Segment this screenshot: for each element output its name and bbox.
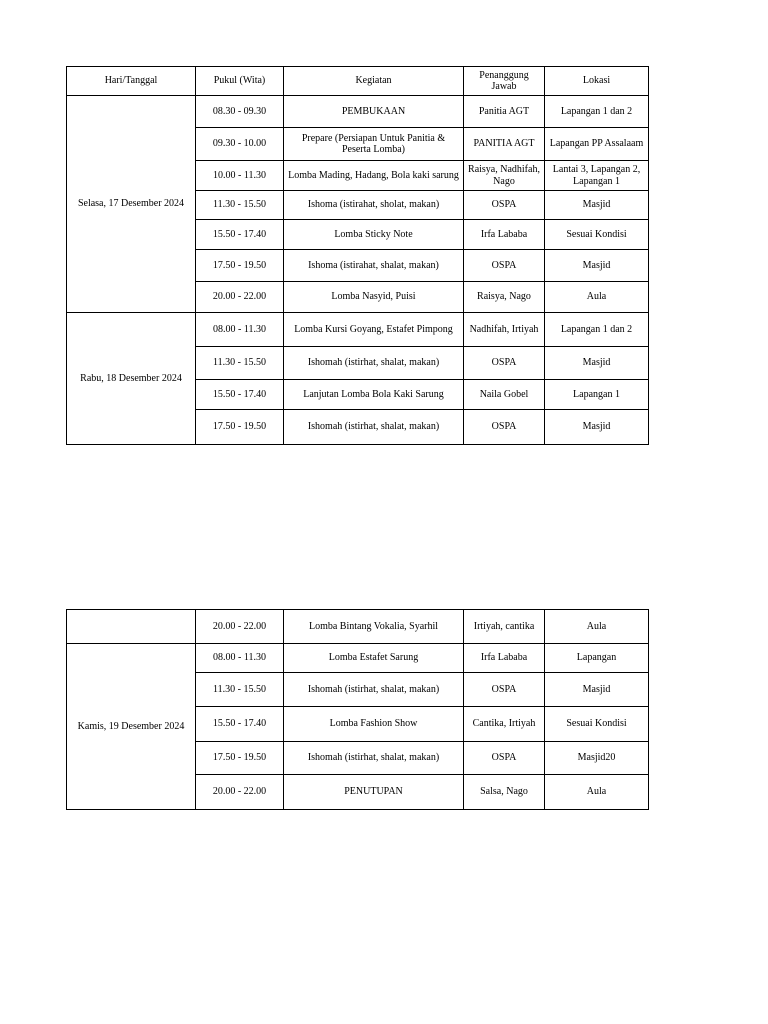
activity-cell: Lomba Sticky Note (284, 220, 464, 250)
location-cell: Masjid (545, 250, 649, 282)
location-cell: Lapangan 1 (545, 380, 649, 410)
activity-cell: Ishomah (istirhat, shalat, makan) (284, 673, 464, 707)
location-cell: Masjid (545, 673, 649, 707)
time-cell: 11.30 - 15.50 (196, 673, 284, 707)
pic-cell: OSPA (464, 742, 545, 775)
location-cell: Lantai 3, Lapangan 2, Lapangan 1 (545, 161, 649, 191)
pic-cell: Cantika, Irtiyah (464, 707, 545, 742)
activity-cell: Ishoma (istirahat, sholat, makan) (284, 191, 464, 220)
time-cell: 17.50 - 19.50 (196, 250, 284, 282)
location-cell: Sesuai Kondisi (545, 220, 649, 250)
activity-cell: Prepare (Persiapan Untuk Panitia & Peserta Lomba) (284, 128, 464, 161)
location-cell: Masjid (545, 347, 649, 380)
pic-cell: OSPA (464, 410, 545, 445)
location-cell: Lapangan (545, 644, 649, 673)
day-cell: Kamis, 19 Desember 2024 (67, 644, 196, 810)
location-cell: Masjid (545, 410, 649, 445)
time-cell: 15.50 - 17.40 (196, 707, 284, 742)
location-cell: Masjid (545, 191, 649, 220)
header-activity: Kegiatan (284, 67, 464, 96)
header-day: Hari/Tanggal (67, 67, 196, 96)
time-cell: 09.30 - 10.00 (196, 128, 284, 161)
time-cell: 10.00 - 11.30 (196, 161, 284, 191)
day-cell: Selasa, 17 Desember 2024 (67, 96, 196, 313)
activity-cell: Ishomah (istirhat, shalat, makan) (284, 347, 464, 380)
time-cell: 20.00 - 22.00 (196, 282, 284, 313)
table-row (67, 644, 649, 673)
day-cell (67, 610, 196, 644)
header-row (67, 67, 649, 96)
location-cell: Lapangan PP Assalaam (545, 128, 649, 161)
pic-cell: Panitia AGT (464, 96, 545, 128)
pic-cell: PANITIA AGT (464, 128, 545, 161)
activity-cell: Ishomah (istirhat, shalat, makan) (284, 410, 464, 445)
time-cell: 15.50 - 17.40 (196, 220, 284, 250)
pic-cell: Irtiyah, cantika (464, 610, 545, 644)
pic-cell: OSPA (464, 673, 545, 707)
pic-cell: Naila Gobel (464, 380, 545, 410)
time-cell: 08.30 - 09.30 (196, 96, 284, 128)
time-cell: 11.30 - 15.50 (196, 191, 284, 220)
pic-cell: Salsa, Nago (464, 775, 545, 810)
pic-cell: OSPA (464, 191, 545, 220)
location-cell: Sesuai Kondisi (545, 707, 649, 742)
location-cell: Aula (545, 775, 649, 810)
activity-cell: PENUTUPAN (284, 775, 464, 810)
time-cell: 15.50 - 17.40 (196, 380, 284, 410)
activity-cell: Lomba Mading, Hadang, Bola kaki sarung (284, 161, 464, 191)
time-cell: 11.30 - 15.50 (196, 347, 284, 380)
time-cell: 20.00 - 22.00 (196, 610, 284, 644)
activity-cell: Lomba Kursi Goyang, Estafet Pimpong (284, 313, 464, 347)
day-cell: Rabu, 18 Desember 2024 (67, 313, 196, 445)
location-cell: Aula (545, 610, 649, 644)
schedule-table-page-1 (66, 66, 649, 445)
activity-cell: Lomba Nasyid, Puisi (284, 282, 464, 313)
pic-cell: OSPA (464, 347, 545, 380)
activity-cell: Lanjutan Lomba Bola Kaki Sarung (284, 380, 464, 410)
pic-cell: Irfa Lababa (464, 644, 545, 673)
time-cell: 17.50 - 19.50 (196, 410, 284, 445)
schedule-table-page-2 (66, 609, 649, 810)
activity-cell: Ishoma (istirahat, shalat, makan) (284, 250, 464, 282)
header-pic: Penanggung Jawab (464, 67, 545, 96)
pic-cell: OSPA (464, 250, 545, 282)
location-cell: Lapangan 1 dan 2 (545, 96, 649, 128)
pic-cell: Raisya, Nadhifah, Nago (464, 161, 545, 191)
location-cell: Aula (545, 282, 649, 313)
time-cell: 08.00 - 11.30 (196, 644, 284, 673)
time-cell: 17.50 - 19.50 (196, 742, 284, 775)
location-cell: Lapangan 1 dan 2 (545, 313, 649, 347)
time-cell: 20.00 - 22.00 (196, 775, 284, 810)
header-location: Lokasi (545, 67, 649, 96)
table-row (67, 610, 649, 644)
activity-cell: Ishomah (istirhat, shalat, makan) (284, 742, 464, 775)
pic-cell: Nadhifah, Irtiyah (464, 313, 545, 347)
activity-cell: Lomba Estafet Sarung (284, 644, 464, 673)
time-cell: 08.00 - 11.30 (196, 313, 284, 347)
activity-cell: PEMBUKAAN (284, 96, 464, 128)
table-row (67, 313, 649, 347)
header-time: Pukul (Wita) (196, 67, 284, 96)
pic-cell: Irfa Lababa (464, 220, 545, 250)
location-cell: Masjid20 (545, 742, 649, 775)
pic-cell: Raisya, Nago (464, 282, 545, 313)
activity-cell: Lomba Fashion Show (284, 707, 464, 742)
activity-cell: Lomba Bintang Vokalia, Syarhil (284, 610, 464, 644)
table-row (67, 96, 649, 128)
